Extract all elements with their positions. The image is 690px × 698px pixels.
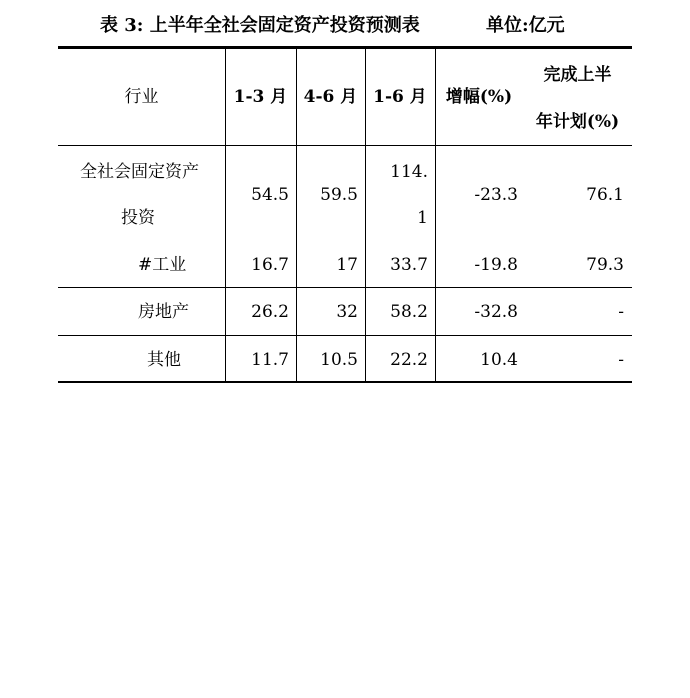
header-q1: 1-3 月 — [233, 87, 288, 107]
table-caption — [0, 14, 690, 38]
header-rule — [58, 145, 632, 146]
cell-h1-line1: 114. — [390, 162, 428, 182]
header-q2: 4-6 月 — [303, 87, 358, 107]
header-industry: 行业 — [124, 87, 159, 107]
cell-growth: -19.8 — [474, 255, 518, 275]
cell-q2: 32 — [336, 302, 358, 322]
cell-growth: -32.8 — [474, 302, 518, 322]
cell-q1: 16.7 — [251, 255, 289, 275]
cell-h1: 58.2 — [390, 302, 428, 322]
cell-q1: 11.7 — [251, 350, 289, 370]
cell-completion: 79.3 — [586, 255, 624, 275]
cell-q1: 54.5 — [251, 185, 289, 205]
cell-completion: - — [618, 350, 624, 370]
header-completion-line2: 年计划(%) — [535, 112, 620, 132]
forecast-table — [58, 46, 632, 383]
table-title: 表 3: 上半年全社会固定资产投资预测表 — [100, 15, 420, 36]
cell-growth: 10.4 — [480, 350, 518, 370]
cell-growth: -23.3 — [474, 185, 518, 205]
table-unit: 单位:亿元 — [486, 15, 565, 36]
row-name: 其他 — [147, 350, 181, 370]
cell-h1-line2: 1 — [417, 208, 428, 228]
cell-h1: 22.2 — [390, 350, 428, 370]
cell-q1: 26.2 — [251, 302, 289, 322]
row-name-line2: 投资 — [121, 208, 155, 228]
cell-completion: 76.1 — [586, 185, 624, 205]
row-name-line1: 全社会固定资产 — [80, 162, 199, 182]
cell-h1: 33.7 — [390, 255, 428, 275]
row-name: #工业 — [138, 255, 187, 275]
header-h1: 1-6 月 — [373, 87, 427, 107]
cell-q2: 10.5 — [320, 350, 358, 370]
row-name: 房地产 — [138, 302, 189, 322]
cell-q2: 59.5 — [320, 185, 358, 205]
cell-q2: 17 — [336, 255, 358, 275]
row-rule — [58, 335, 632, 336]
cell-completion: - — [618, 302, 624, 322]
header-completion-line1: 完成上半 — [543, 65, 612, 85]
header-growth: 增幅(%) — [445, 87, 513, 107]
